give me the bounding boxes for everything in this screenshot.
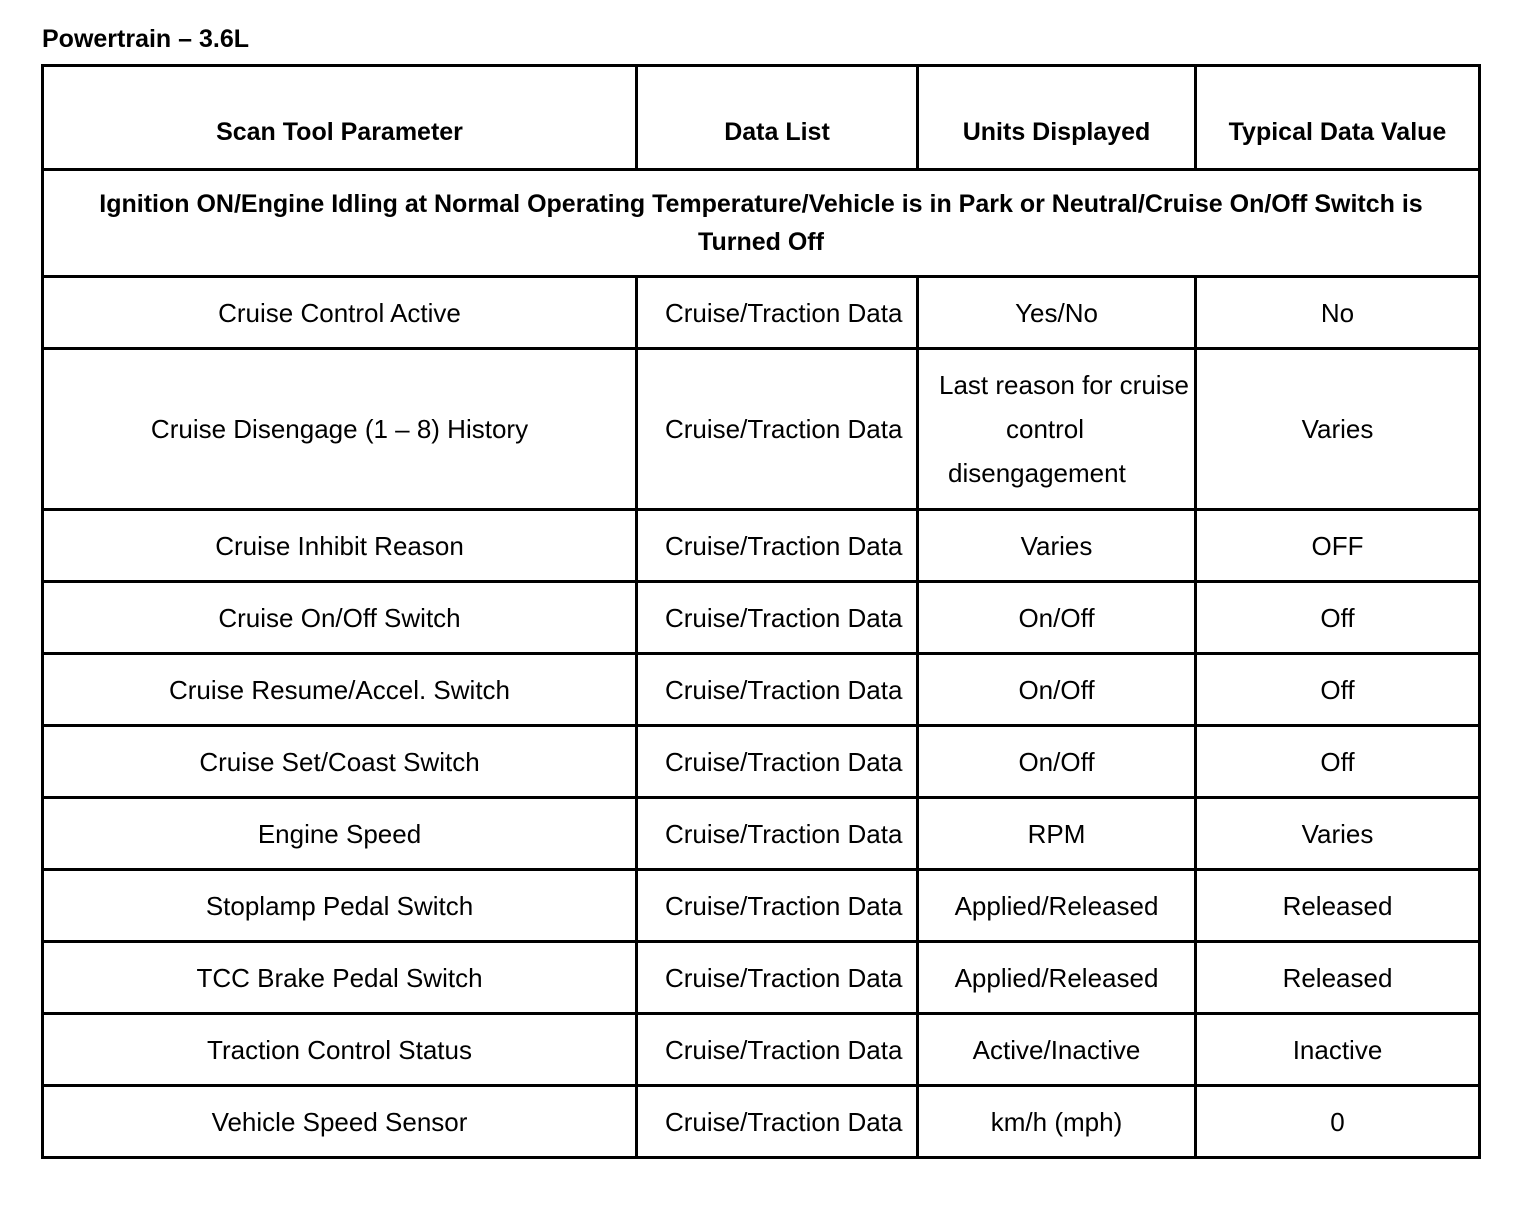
table-row <box>43 942 1480 1014</box>
units-cell: km/h (mph) <box>918 1086 1196 1158</box>
table-row <box>43 582 1480 654</box>
units-cell <box>918 349 1196 510</box>
units-cell: Active/Inactive <box>918 1014 1196 1086</box>
header-units-displayed: Units Displayed <box>918 66 1196 170</box>
units-cell: On/Off <box>918 654 1196 726</box>
data-list-cell: Cruise/Traction Data <box>637 510 918 582</box>
parameter-cell: Cruise Disengage (1 – 8) History <box>43 349 637 510</box>
table-header-row <box>43 66 1480 170</box>
parameter-cell: Cruise Set/Coast Switch <box>43 726 637 798</box>
data-list-cell: Cruise/Traction Data <box>637 942 918 1014</box>
typical-value-cell: Off <box>1196 654 1480 726</box>
table-row <box>43 1014 1480 1086</box>
condition-row <box>43 170 1480 277</box>
typical-value-cell: Varies <box>1196 349 1480 510</box>
table-row <box>43 870 1480 942</box>
typical-value-cell: Inactive <box>1196 1014 1480 1086</box>
header-data-list: Data List <box>637 66 918 170</box>
typical-value-cell: 0 <box>1196 1086 1480 1158</box>
data-list-cell: Cruise/Traction Data <box>637 726 918 798</box>
typical-value-cell: Off <box>1196 582 1480 654</box>
data-list-cell: Cruise/Traction Data <box>637 1086 918 1158</box>
units-cell: Yes/No <box>918 277 1196 349</box>
header-typical-data-value: Typical Data Value <box>1196 66 1480 170</box>
units-line: disengagement <box>948 458 1126 488</box>
parameter-cell: Cruise Resume/Accel. Switch <box>43 654 637 726</box>
parameter-cell: Vehicle Speed Sensor <box>43 1086 637 1158</box>
parameter-cell: TCC Brake Pedal Switch <box>43 942 637 1014</box>
data-list-cell: Cruise/Traction Data <box>637 870 918 942</box>
typical-value-cell: Varies <box>1196 798 1480 870</box>
parameter-cell: Stoplamp Pedal Switch <box>43 870 637 942</box>
units-cell: Varies <box>918 510 1196 582</box>
units-cell: Applied/Released <box>918 870 1196 942</box>
document-title: Powertrain – 3.6L <box>42 25 250 53</box>
typical-value-cell: OFF <box>1196 510 1480 582</box>
data-list-cell: Cruise/Traction Data <box>637 349 918 510</box>
parameter-cell: Traction Control Status <box>43 1014 637 1086</box>
data-list-cell: Cruise/Traction Data <box>637 654 918 726</box>
data-list-cell: Cruise/Traction Data <box>637 582 918 654</box>
parameter-cell: Engine Speed <box>43 798 637 870</box>
units-cell: Applied/Released <box>918 942 1196 1014</box>
table-row <box>43 277 1480 349</box>
table-row <box>43 349 1480 510</box>
operating-condition: Ignition ON/Engine Idling at Normal Operating Temperature/Vehicle is in Park or Neutral/Cruise On/Off Switch is Turned Off <box>43 170 1480 277</box>
typical-value-cell: Off <box>1196 726 1480 798</box>
data-list-cell: Cruise/Traction Data <box>637 1014 918 1086</box>
typical-value-cell: Released <box>1196 942 1480 1014</box>
units-cell: RPM <box>918 798 1196 870</box>
table-row <box>43 654 1480 726</box>
units-line: control <box>1006 414 1085 444</box>
units-cell: On/Off <box>918 582 1196 654</box>
units-line: Last reason for cruise <box>939 370 1190 400</box>
parameter-cell: Cruise Inhibit Reason <box>43 510 637 582</box>
typical-value-cell: No <box>1196 277 1480 349</box>
units-cell: On/Off <box>918 726 1196 798</box>
table-row <box>43 510 1480 582</box>
scan-tool-data-table <box>41 64 1481 1159</box>
header-scan-tool-parameter: Scan Tool Parameter <box>43 66 637 170</box>
data-list-cell: Cruise/Traction Data <box>637 798 918 870</box>
data-list-cell: Cruise/Traction Data <box>637 277 918 349</box>
parameter-cell: Cruise Control Active <box>43 277 637 349</box>
parameter-cell: Cruise On/Off Switch <box>43 582 637 654</box>
table-row <box>43 726 1480 798</box>
typical-value-cell: Released <box>1196 870 1480 942</box>
table-row <box>43 1086 1480 1158</box>
table-row <box>43 798 1480 870</box>
